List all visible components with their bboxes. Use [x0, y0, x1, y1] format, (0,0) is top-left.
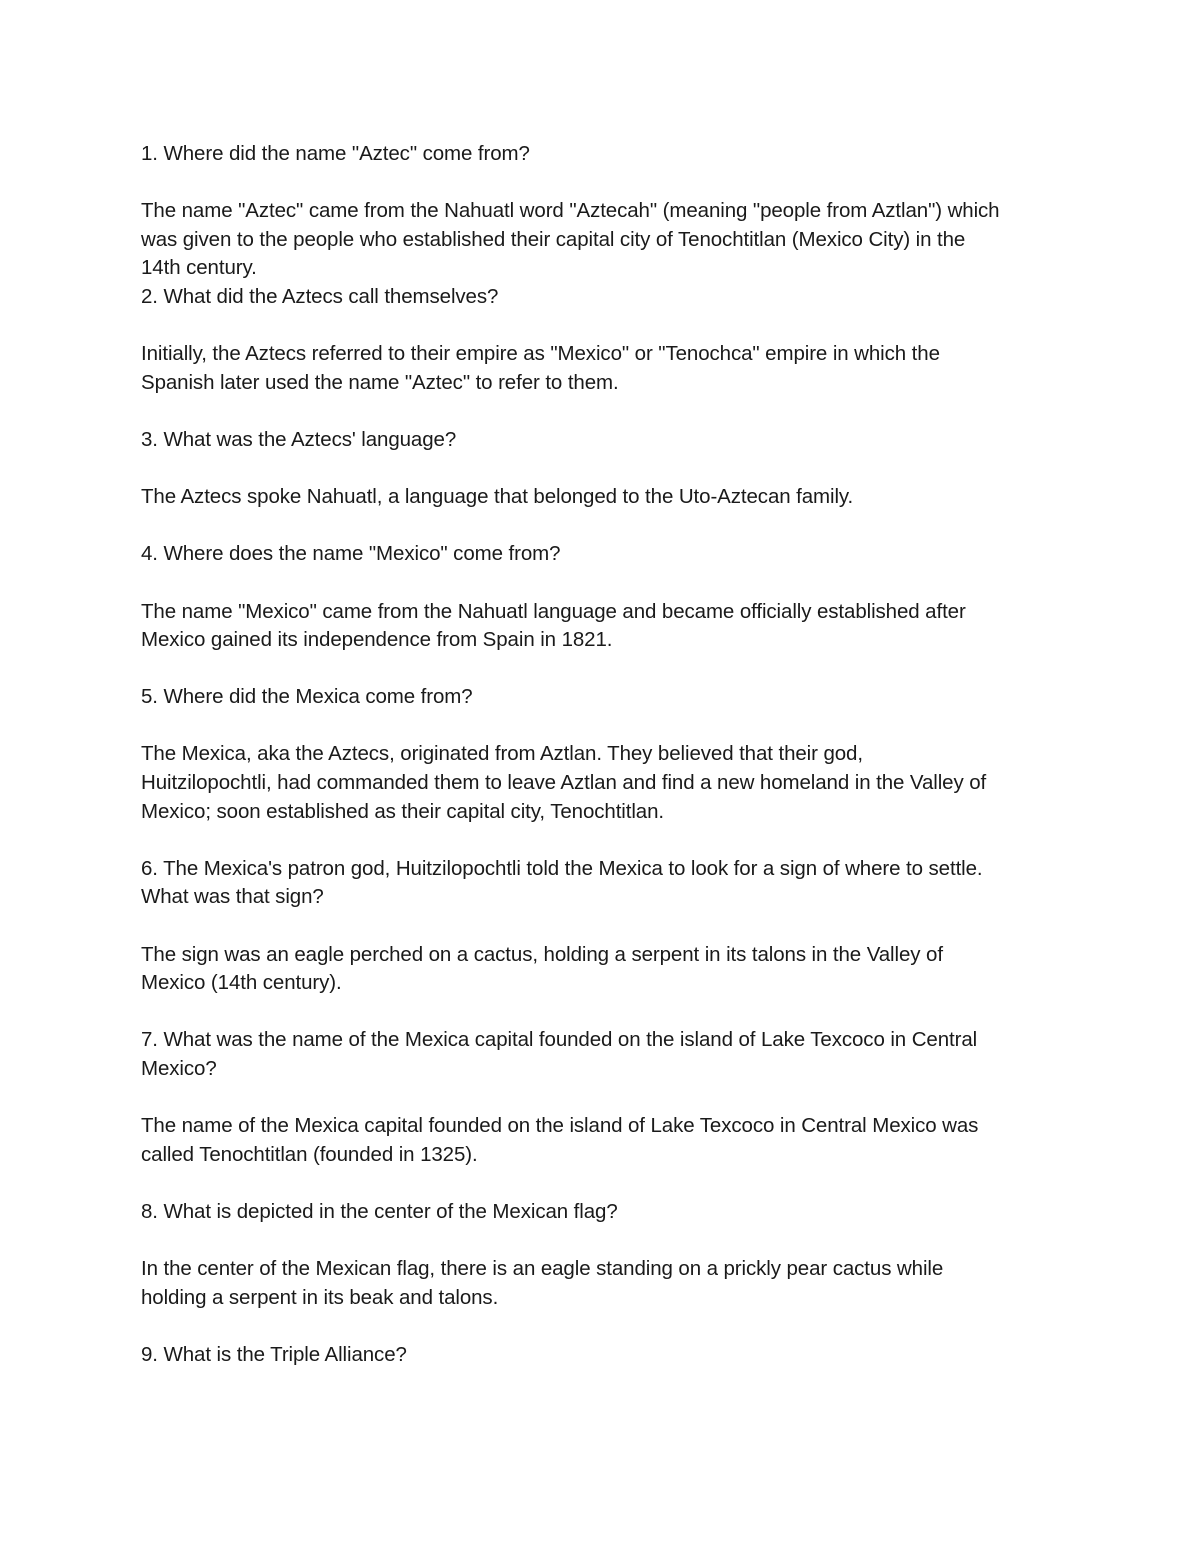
question-8: 8. What is depicted in the center of the Mexican flag? [141, 1199, 618, 1223]
answer-2-line-2: Spanish later used the name "Aztec" to refer to them. [141, 370, 619, 394]
paragraph-spacer [141, 569, 1071, 598]
paragraph-spacer [141, 455, 1071, 484]
paragraph-spacer [141, 712, 1071, 741]
paragraph-spacer [141, 912, 1071, 941]
answer-7-line-2: called Tenochtitlan (founded in 1325). [141, 1142, 478, 1166]
paragraph-spacer [141, 1227, 1071, 1256]
paragraph-spacer [141, 512, 1071, 541]
question-9: 9. What is the Triple Alliance? [141, 1342, 407, 1366]
answer-8-line-1: In the center of the Mexican flag, there is an eagle standing on a prickly pear cactus while [141, 1257, 944, 1281]
paragraph-spacer [141, 655, 1071, 684]
question-1: 1. Where did the name "Aztec" come from? [141, 142, 530, 165]
answer-7-line-1: The name of the Mexica capital founded on the island of Lake Texcoco in Central Mexico was [141, 1114, 979, 1138]
question-5: 5. Where did the Mexica come from? [141, 685, 473, 709]
paragraph-spacer [141, 826, 1071, 855]
answer-8-line-2: holding a serpent in its beak and talons. [141, 1285, 499, 1309]
answer-1-line-1: The name "Aztec" came from the Nahuatl word "Aztecah" (meaning "people from Aztlan") which [141, 199, 1000, 223]
question-4: 4. Where does the name "Mexico" come from? [141, 542, 561, 566]
paragraph-spacer [141, 397, 1071, 426]
document-body [141, 140, 1071, 1370]
answer-5-line-2: Huitzilopochtli, had commanded them to leave Aztlan and find a new homeland in the Valley of [141, 771, 987, 795]
paragraph-spacer [141, 1312, 1071, 1341]
question-7-line-2: Mexico? [141, 1057, 217, 1080]
paragraph-spacer [141, 1084, 1071, 1113]
question-7-line-1: 7. What was the name of the Mexica capital founded on the island of Lake Texcoco in Central [141, 1028, 978, 1052]
question-6-line-2: What was that sign? [141, 885, 324, 909]
question-3: 3. What was the Aztecs' language? [141, 427, 457, 451]
paragraph-spacer [141, 1169, 1071, 1198]
answer-1-line-2: was given to the people who established their capital city of Tenochtitlan (Mexico City) in the [141, 227, 966, 251]
question-6-line-1: 6. The Mexica's patron god, Huitzilopochtli told the Mexica to look for a sign of where to settle. [141, 856, 983, 880]
answer-6-line-1: The sign was an eagle perched on a cactus, holding a serpent in its talons in the Valley of [141, 942, 943, 966]
answer-5-line-1: The Mexica, aka the Aztecs, originated from Aztlan. They believed that their god, [141, 742, 863, 766]
paragraph-spacer [141, 312, 1071, 341]
paragraph-spacer [141, 998, 1071, 1027]
answer-5-line-3: Mexico; soon established as their capital city, Tenochtitlan. [141, 799, 665, 823]
answer-4-line-2: Mexico gained its independence from Spain in 1821. [141, 628, 613, 652]
answer-2-line-1: Initially, the Aztecs referred to their empire as "Mexico" or "Tenochca" empire in which the [141, 342, 940, 366]
question-2: 2. What did the Aztecs call themselves? [141, 284, 499, 308]
answer-4-line-1: The name "Mexico" came from the Nahuatl language and became officially established after [141, 599, 966, 623]
answer-1-line-3: 14th century. [141, 256, 257, 280]
answer-6-line-2: Mexico (14th century). [141, 971, 342, 995]
answer-3-line-1: The Aztecs spoke Nahuatl, a language that belonged to the Uto-Aztecan family. [141, 485, 854, 509]
paragraph-spacer [141, 169, 1071, 198]
